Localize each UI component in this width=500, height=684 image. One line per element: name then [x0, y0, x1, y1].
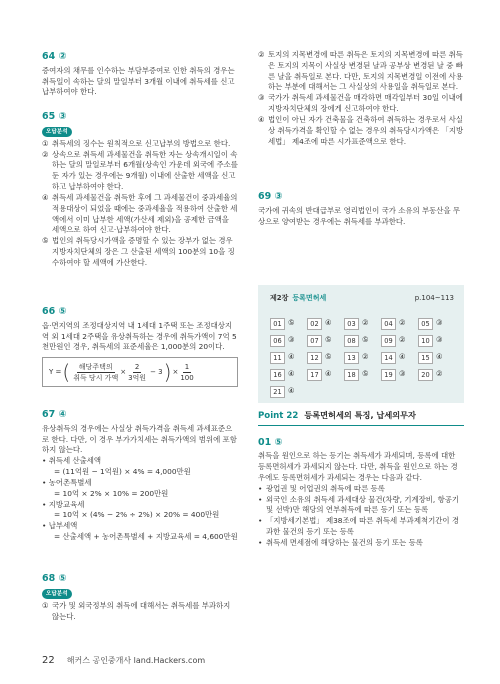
answer-mark: ⑤ [58, 306, 67, 317]
option-item: ③ 국가가 취득세 과세물건을 매각하면 매각일부터 30일 이내에 지방자치단체의 장에게 신고하여야 한다. [258, 93, 463, 114]
calc-line: = (11억원 − 1억원) × 4% = 4,000만원 [54, 467, 191, 477]
footer-text: 해커스 공인중개사 land.Hackers.com [66, 656, 206, 666]
question-68 [42, 572, 238, 622]
calc-line: = 10억 × 2% × 10% = 200만원 [54, 488, 169, 498]
point-tag: Point 22 [258, 411, 299, 421]
list-item: • 「지방세기본법」 제38조에 따른 취득세 부과제척기간이 경과한 물건의 등기 또는 등록 [258, 516, 464, 538]
page-number: 22 [42, 655, 55, 666]
option-item: ② 토지의 지목변경에 따른 취득은 토지의 지목변경에 따른 취득은 토지의 지목이 사실상 변경된 날과 공부상 변경된 날 중 빠른 날을 취득일로 본다. 다만, 토지의 지목변경일 이전에 사용하는 부분에 대해서는 그 사실상의 사용일을 취득일로 본다. [258, 50, 463, 92]
question-64 [42, 50, 238, 98]
question-number: 68 [42, 573, 56, 584]
explanation-text: 유상취득의 경우에는 사실상 취득가격을 취득세 과세표준으로 한다. 다만, 이 경우 부가가치세는 취득가액의 범위에 포함하지 않는다. [42, 423, 237, 455]
wrong-answer-badge: 오답분석 [42, 589, 72, 599]
list-item: • 취득세 면세점에 해당하는 물건의 등기 또는 등록 [258, 538, 464, 549]
explanation-text: 증여자의 채무를 인수하는 부담부증여로 인한 취득의 경우는 취득일이 속하는 달의 말일부터 3개월 이내에 취득세를 신고납부하여야 한다. [42, 65, 235, 97]
answer-table [258, 285, 464, 403]
option-item: ① 취득세의 징수는 원칙적으로 신고납부의 방법으로 한다. [42, 138, 231, 148]
answer-row: 11 ④ 12 ⑤ 13 ② 14 ④ 15 ④ [270, 349, 456, 366]
explanation-text: 읍·면지역의 조정대상지역 내 1세대 1주택 또는 조정대상지역 외 1세대 2주택을 유상취득하는 경우에 취득가액이 7억 5천만원인 경우, 취득세의 표준세율은 1,000분의 20이다. [42, 320, 237, 352]
calc-label: • 취득세 산출세액 [42, 456, 102, 466]
answer-row: 21 ④ [270, 383, 456, 400]
answer-mark: ② [58, 51, 67, 62]
chapter-title: 등록면허세 [292, 294, 327, 302]
chapter-label: 제2장 [270, 294, 289, 302]
question-number: 67 [42, 409, 56, 420]
question-number: 66 [42, 306, 56, 317]
question-number: 01 [258, 436, 272, 448]
question-67 [42, 408, 238, 543]
page-footer [42, 654, 205, 669]
calc-label: • 지방교육세 [42, 499, 85, 509]
answer-mark: ③ [58, 111, 67, 122]
calc-label: • 납부세액 [42, 521, 78, 531]
calc-line: = 산출세액 + 농어촌특별세 + 지방교육세 = 4,600만원 [54, 531, 238, 541]
option-item: ④ 법인이 아닌 자가 건축물을 건축하여 취득하는 경우로서 사실상 취득가격을 확인할 수 없는 경우의 취득당시가액은 「지방세법」 제4조에 따른 시가표준액으로 한다. [258, 114, 464, 146]
option-item: ⑤ 법인의 취득당시가액을 증명할 수 있는 장부가 없는 경우 지방자치단체의 장은 그 산출된 세액의 100분의 10을 징수하여야 할 세액에 가산한다. [42, 236, 235, 267]
point-section [258, 410, 464, 549]
list-item: • 외국인 소유의 취득세 과세대상 물건(차량, 기계장비, 항공기 및 선박)만 해당의 연부취득에 따른 등기 또는 등록 [258, 495, 464, 517]
option-item: ① 국가 및 외국정부의 취득에 대해서는 취득세를 부과하지 않는다. [42, 600, 231, 621]
question-66 [42, 305, 238, 390]
answer-row: 06 ③ 07 ⑤ 08 ⑤ 09 ② 10 ③ [270, 332, 456, 349]
explanation-text: 국가에 귀속의 반대급부로 영리법인이 국가 소유의 부동산을 무상으로 양여받는 경우에는 취득세를 부과한다. [258, 205, 461, 226]
question-number: 64 [42, 51, 56, 62]
explanation-text: 취득을 원인으로 하는 등기는 취득세가 과세되며, 등록에 대한 등록면허세가 과세되지 않는다. 다만, 취득을 원인으로 하는 경우에도 등록면허세가 과세되는 경우는 다음과 같다. [258, 451, 458, 483]
answer-mark: ④ [58, 409, 67, 420]
question-01 [258, 436, 464, 549]
question-69 [258, 190, 464, 227]
formula-box: Y = ( $\frac{\text{해당주택의}}{\text{취득 당시 가액}}$ × $\frac{2}{\text{3억원}}$ − 3 ) × $\frac{1}{100}$ [42, 357, 238, 387]
question-number: 69 [258, 191, 272, 202]
point-title: 등록면허세의 특징, 납세의무자 [304, 410, 416, 421]
q68-continued [258, 50, 464, 147]
option-item: ④ 취득세 과세물건을 취득한 후에 그 과세물건이 중과세율의 적용대상이 되었을 때에는 중과세율을 적용하여 산출한 세액에서 이미 납부한 세액(가산세 제외)을 공제한 금액을 세액으로 하여 신고·납부하여야 한다. [42, 192, 238, 235]
calc-line: = 10억 × (4% − 2% ÷ 2%) × 20% = 400만원 [54, 510, 220, 520]
answer-grid [270, 315, 456, 400]
page-range: p.104~113 [414, 294, 454, 302]
answer-mark: ⑤ [274, 436, 283, 448]
option-item: ② 상속으로 취득세 과세물건을 취득한 자는 상속개시일이 속하는 달의 말일로부터 6개월(상속인 가운데 외국에 주소를 둔 자가 있는 경우에는 9개월) 이내에 산출한 세액을 신고하고 납부하여야 한다. [42, 149, 238, 192]
wrong-answer-badge: 오답분석 [42, 127, 72, 137]
answer-row: 01 ⑤ 02 ④ 03 ② 04 ② 05 ③ [270, 315, 456, 332]
answer-mark: ⑤ [58, 573, 67, 584]
calc-label: • 농어촌특별세 [42, 477, 92, 487]
question-number: 65 [42, 111, 56, 122]
list-item: • 광업권 및 어업권의 취득에 따른 등록 [258, 484, 464, 495]
answer-mark: ③ [274, 191, 283, 202]
answer-row: 16 ④ 17 ④ 18 ⑤ 19 ③ 20 ② [270, 366, 456, 383]
question-65 [42, 110, 238, 269]
